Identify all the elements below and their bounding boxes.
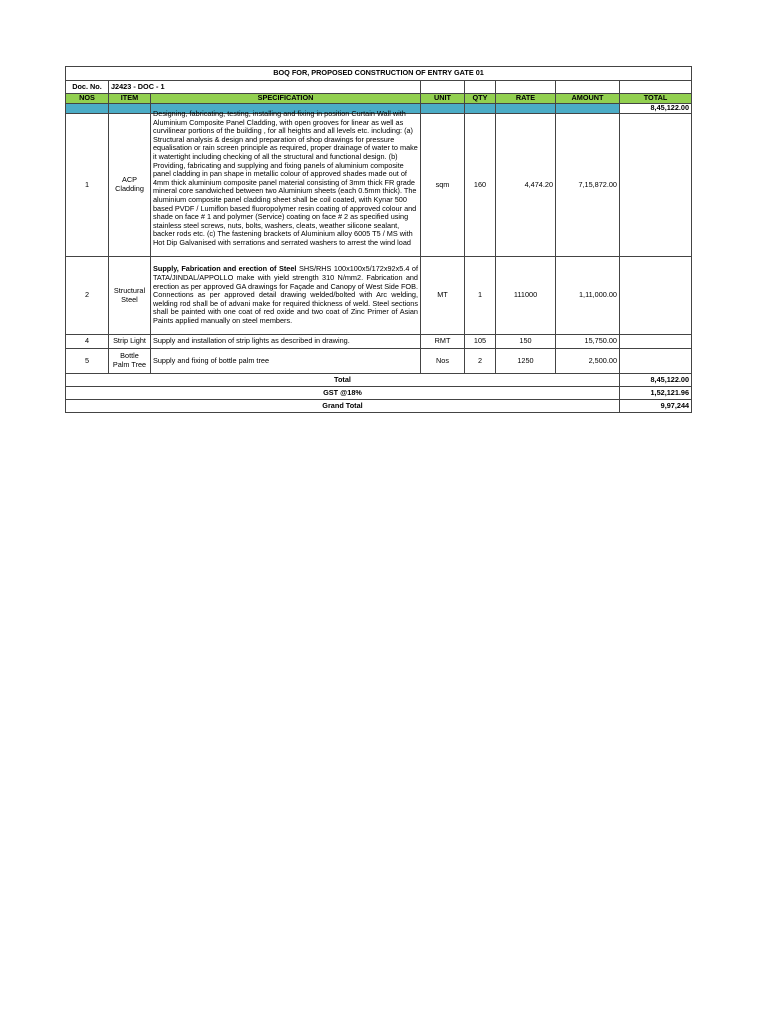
header-qty: QTY [465,94,496,104]
header-amount: AMOUNT [556,94,620,104]
title-row [66,67,692,81]
spec-bold-lead: Supply, Fabrication and erection of Steel [153,264,297,274]
grand-total-value: 9,97,244 [620,400,692,413]
grand-total-row [66,400,692,413]
gst-label: GST @18% [66,387,620,400]
header-rate: RATE [496,94,556,104]
row-rate: 4,474.20 [496,114,556,257]
table-row [66,257,692,335]
row-amount: 7,15,872.00 [556,114,620,257]
row-qty: 1 [465,257,496,335]
table-row [66,114,692,257]
row-amount: 1,11,000.00 [556,257,620,335]
row-nos: 1 [66,114,109,257]
table-row [66,335,692,349]
row-qty: 160 [465,114,496,257]
row-specification: Supply and fixing of bottle palm tree [151,349,421,374]
doc-number: J2423 - DOC - 1 [109,81,421,94]
doc-row [66,81,692,94]
section-total: 8,45,122.00 [620,104,692,114]
row-unit: Nos [421,349,465,374]
row-specification: Supply and installation of strip lights as described in drawing. [151,335,421,349]
total-row [66,374,692,387]
gst-row [66,387,692,400]
grand-total-label: Grand Total [66,400,620,413]
header-total: TOTAL [620,94,692,104]
row-specification [151,257,421,335]
row-rate: 1250 [496,349,556,374]
total-value: 8,45,122.00 [620,374,692,387]
row-specification: Designing, fabricating, testing, installing and fixing in position Curtain Wall with Aluminium Composite Panel Cladding, with open grooves for linear as well as curvilinear portions of the building , for all heights and all levels etc. including: (a) Structural analysis & design and preparation of shop drawings for pressure equalisation or rain screen principle as required, proper drainage of water to make it watertight including checking of all the structural and functional design. (b) Providing, fabricating and supplying and fixing panels of aluminium composite panel cladding in pan shape in metallic colour of approved shades made out of 4mm thick aluminium composite panel material consisting of 3mm thick FR grade mineral core sandwiched between two Aluminium sheets (each 0.5mm thick). The aluminium composite panel cladding sheet shall be coil coated, with Kynar 500 based PVDF / Lumiflon based fluoropolymer resin coating of approved colour and shade on face # 1 and polymer (Service) coating on face # 2 as specified using stainless steel screws, nuts, bolts, washers, cleats, weather silicone sealant, backer rods etc. (c) The fastening brackets of Aluminium alloy 6005 T5 / MS with Hot Dip Galvanised with serrations and serrated washers to arrest the wind load [153,109,418,247]
header-row [66,94,692,104]
table-row [66,349,692,374]
row-qty: 105 [465,335,496,349]
row-rate: 150 [496,335,556,349]
row-item: Structural Steel [109,257,151,335]
header-item: ITEM [109,94,151,104]
row-rate: 111000 [496,257,556,335]
row-qty: 2 [465,349,496,374]
row-amount: 2,500.00 [556,349,620,374]
row-unit: MT [421,257,465,335]
row-nos: 5 [66,349,109,374]
header-unit: UNIT [421,94,465,104]
doc-label: Doc. No. [66,81,109,94]
total-label: Total [66,374,620,387]
row-nos: 2 [66,257,109,335]
row-item: Bottle Palm Tree [109,349,151,374]
header-specification: SPECIFICATION [151,94,421,104]
row-unit: sqm [421,114,465,257]
gst-value: 1,52,121.96 [620,387,692,400]
boq-table [65,66,692,413]
spec-text: SHS/RHS 100x100x5/172x92x5.4 of TATA/JINDAL/APPOLLO make with yield strength 310 N/mm2. Fabrication and erection as per approved GA drawings for Façade and Canopy of West Side FOB. Connections as per approved detail drawing welded/bolted with Arc welding, welding rod shall be of advani make for required thickness of weld. Steel sections shall be painted with one coat of red oxide and two coat of Zinc Primer of Asian Paints applied manually on steel members. [153,264,418,325]
row-amount: 15,750.00 [556,335,620,349]
row-unit: RMT [421,335,465,349]
row-nos: 4 [66,335,109,349]
boq-title: BOQ FOR, PROPOSED CONSTRUCTION OF ENTRY GATE 01 [66,67,692,81]
row-item: Strip Light [109,335,151,349]
header-nos: NOS [66,94,109,104]
row-item: ACP Cladding [109,114,151,257]
